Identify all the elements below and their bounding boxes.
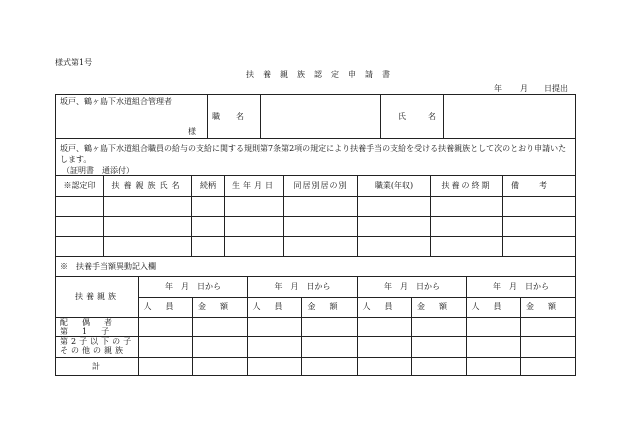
certificate-note: （証明書 通添付） bbox=[62, 166, 134, 175]
form-title bbox=[246, 70, 399, 80]
position-label: 職名 bbox=[212, 112, 260, 121]
row-spouse: 配偶者 bbox=[60, 318, 126, 327]
honorific: 様 bbox=[188, 127, 196, 136]
statement-text: 坂戸、鶴ヶ島下水道組合職員の給与の支給に関する規則第7条第2項の規定により扶養手当の支給を受ける扶養親族として次のとおり申請いたします。 bbox=[60, 144, 567, 164]
amount-3: 金額 bbox=[417, 302, 461, 311]
row-other-relatives: その他の親族 bbox=[60, 346, 126, 355]
row-first-child: 第1子 bbox=[60, 327, 124, 336]
people-2: 人員 bbox=[252, 302, 297, 311]
period-4: 年 月 日から bbox=[493, 282, 549, 291]
col-cohabitation: 同居別居の別 bbox=[293, 181, 348, 190]
col-seal: ※認定印 bbox=[63, 181, 96, 190]
people-4: 人員 bbox=[471, 302, 516, 311]
amount-4: 金額 bbox=[526, 302, 570, 311]
row-second-child: 第2子以下の子 bbox=[60, 337, 135, 346]
name-field[interactable] bbox=[447, 98, 571, 134]
col-occupation: 職業(年収) bbox=[374, 181, 414, 190]
dependents-row-label: 扶養親族 bbox=[75, 292, 119, 301]
col-relation: 続柄 bbox=[200, 181, 216, 190]
amount-1: 金額 bbox=[198, 302, 242, 311]
row-total: 計 bbox=[92, 362, 100, 371]
title-text: 扶養親族認定申請書 bbox=[246, 70, 399, 79]
allowance-section-title: ※ 扶養手当額異動記入欄 bbox=[60, 262, 156, 271]
col-birthdate: 生年月日 bbox=[232, 181, 276, 190]
addressee: 坂戸、鶴ヶ島下水道組合管理者 bbox=[60, 97, 172, 106]
col-end-date: 扶養の終期 bbox=[441, 181, 492, 190]
position-field[interactable] bbox=[264, 98, 376, 134]
amount-2: 金額 bbox=[307, 302, 352, 311]
col-name: 扶養親族氏名 bbox=[111, 181, 184, 190]
name-label: 氏名 bbox=[398, 112, 458, 121]
date-year: 年 bbox=[494, 84, 502, 93]
period-2: 年 月 日から bbox=[274, 282, 331, 291]
period-3: 年 月 日から bbox=[384, 282, 440, 291]
period-1: 年 月 日から bbox=[165, 282, 221, 291]
people-3: 人員 bbox=[362, 302, 407, 311]
people-1: 人員 bbox=[143, 302, 188, 311]
col-remarks: 備考 bbox=[511, 181, 567, 190]
form-number: 様式第1号 bbox=[55, 58, 93, 67]
date-month: 月 bbox=[520, 84, 528, 93]
date-submit: 日提出 bbox=[544, 84, 568, 93]
